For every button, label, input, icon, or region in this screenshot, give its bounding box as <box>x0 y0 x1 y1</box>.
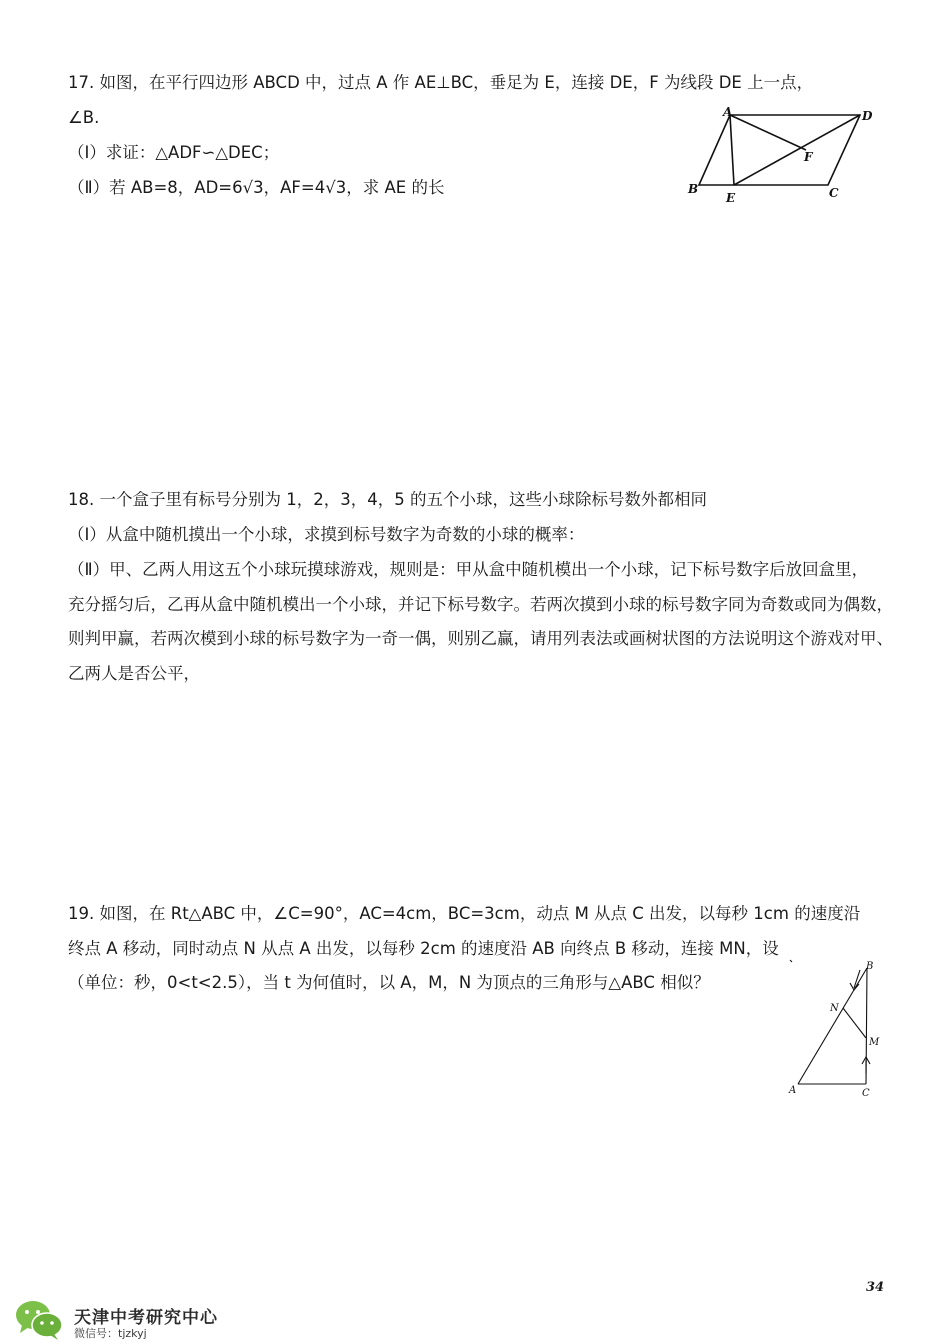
q18-line2: （Ⅰ）从盒中随机摸出一个小球，求摸到标号数字为奇数的小球的概率： <box>68 525 585 544</box>
q17-part1: （Ⅰ）求证：△ADF∽△DEC； <box>68 143 280 162</box>
label-f: F <box>804 150 813 164</box>
label-d: D <box>862 109 873 123</box>
label-n: N <box>830 1003 839 1014</box>
segment-ae <box>730 115 734 185</box>
label-c: C <box>862 1088 870 1099</box>
small-mark <box>790 960 792 962</box>
q17-line2: ∠B. <box>68 108 100 127</box>
footer-title: 天津中考研究中心 <box>74 1308 218 1328</box>
label-c: C <box>829 186 839 200</box>
label-e: E <box>726 191 736 205</box>
segment-mn <box>843 1008 866 1038</box>
q18-line1: 18. 一个盒子里有标号分别为 1，2，3，4，5 的五个小球，这些小球除标号数外都相同 <box>68 490 707 509</box>
segment-af <box>730 115 806 150</box>
label-a: A <box>789 1085 797 1096</box>
label-b: B <box>866 961 874 972</box>
q19-figure-right-triangle <box>780 956 890 1102</box>
q18-line3: （Ⅱ）甲、乙两人用这五个小球玩摸球游戏，规则是：甲从盒中随机模出一个小球，记下标号数字后放回盒里， <box>68 560 869 579</box>
footer-wechat-id: 微信号：tjzkyj <box>74 1327 147 1340</box>
q18-line5: 则判甲赢，若两次模到小球的标号数字为一奇一偶，则别乙赢，请用列表法或画树状图的方法说明这个游戏对甲、 <box>68 629 893 648</box>
q17-line1: 17. 如图，在平行四边形 ABCD 中，过点 A 作 AE⊥BC，垂足为 E，连接 DE，F 为线段 DE 上一点， <box>68 73 814 92</box>
q19-line3: （单位：秒，0<t<2.5），当 t 为何值时，以 A，M，N 为顶点的三角形与△ABC 相似？ <box>68 973 710 992</box>
q19-line1: 19. 如图，在 Rt△ABC 中，∠C=90°，AC=4cm，BC=3cm，动点 M 从点 C 出发，以每秒 1cm 的速度沿 <box>68 904 861 923</box>
parallelogram-abcd <box>699 115 860 185</box>
label-m: M <box>869 1037 880 1048</box>
label-b: B <box>688 182 699 196</box>
q18-line6: 乙两人是否公平， <box>68 664 200 683</box>
q17-part2: （Ⅱ）若 AB=8，AD=6√3，AF=4√3，求 AE 的长 <box>68 178 445 197</box>
wechat-logo-icon <box>14 1298 66 1342</box>
q19-line2: 终点 A 移动，同时动点 N 从点 A 出发，以每秒 2cm 的速度沿 AB 向终点 B 移动，连接 MN，设 <box>68 939 779 958</box>
page-number: 34 <box>866 1280 885 1295</box>
q17-figure-parallelogram <box>686 104 876 208</box>
q18-line4: 充分摇匀后，乙再从盒中随机模出一个小球，并记下标号数字。若两次摸到小球的标号数字同为奇数或同为偶数， <box>68 595 893 614</box>
label-a: A <box>723 105 733 119</box>
